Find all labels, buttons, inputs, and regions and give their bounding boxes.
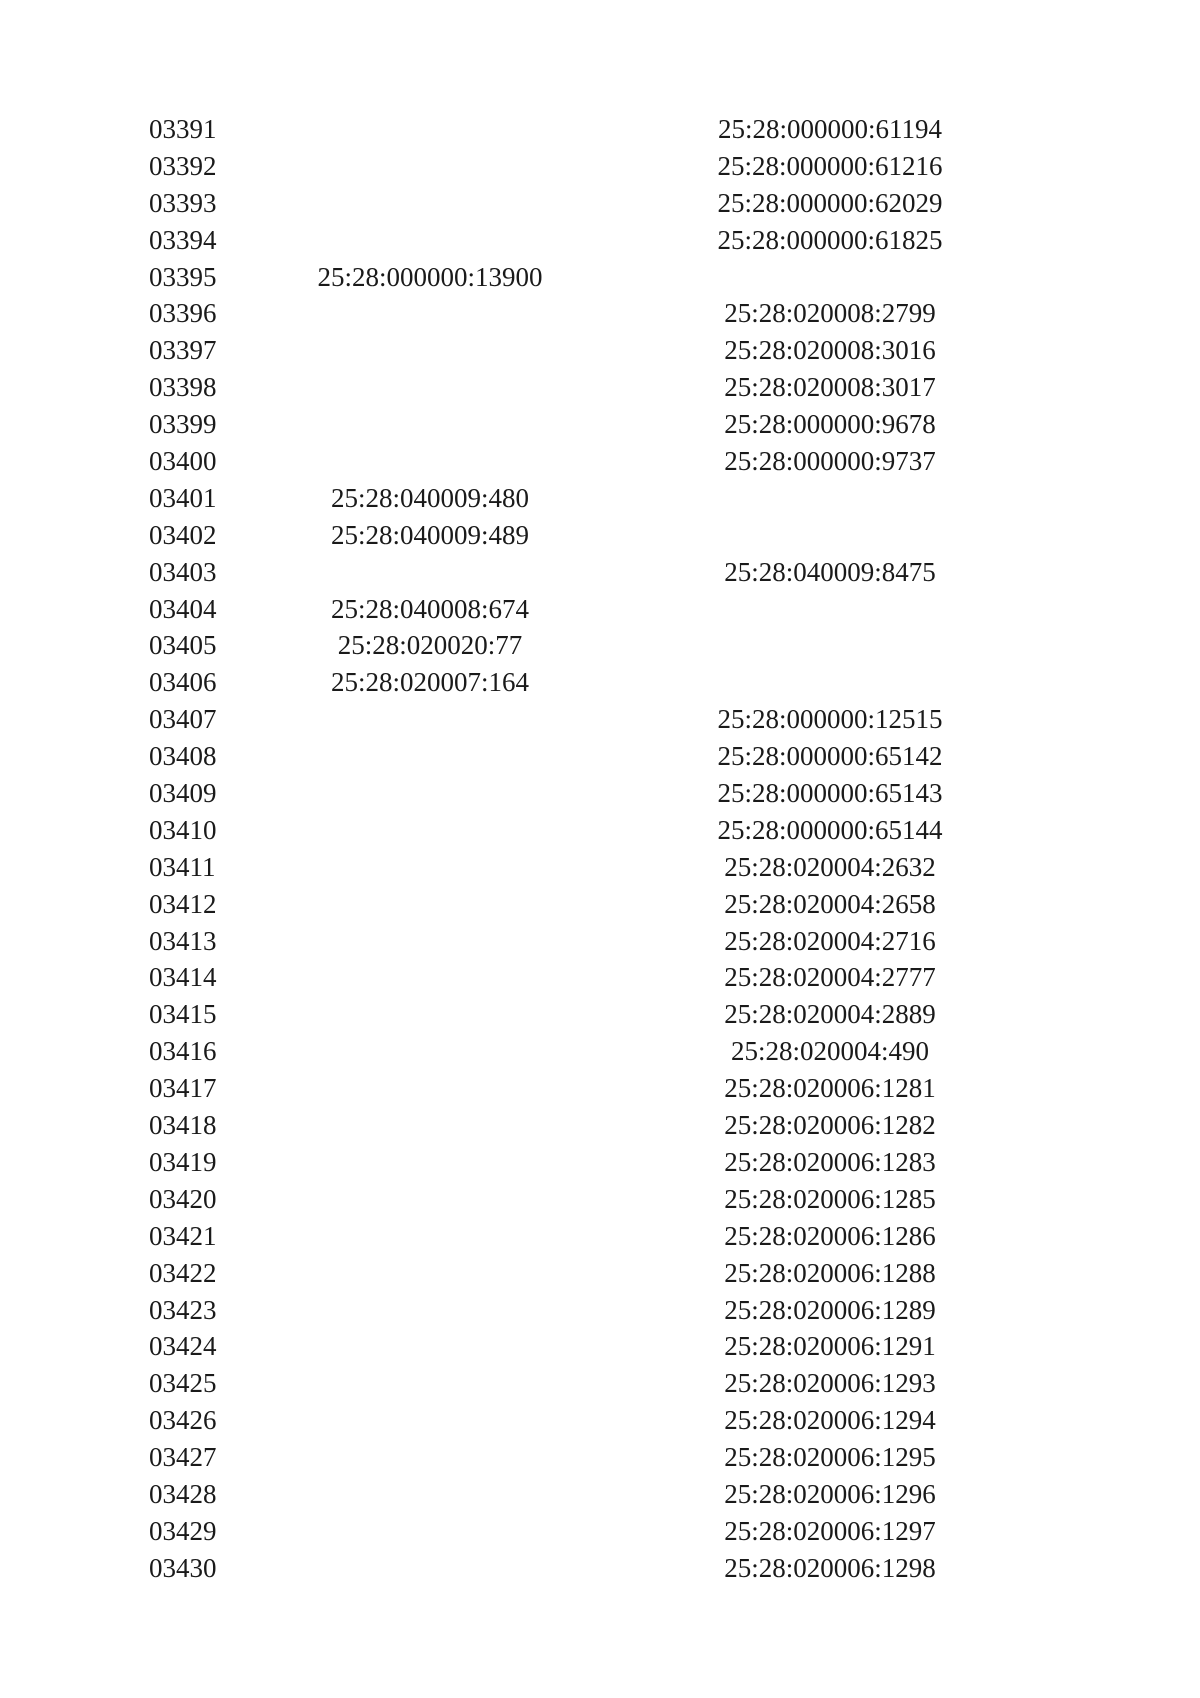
cadastral-number-right: 25:28:020008:2799: [724, 298, 936, 329]
row-number: 03421: [149, 1220, 217, 1251]
cadastral-number-left: 25:28:020020:77: [337, 630, 523, 661]
cadastral-number-right: 25:28:020006:1294: [724, 1405, 936, 1436]
table-row: [0, 959, 1200, 996]
cadastral-number-right: 25:28:020006:1281: [724, 1073, 936, 1104]
table-row: [0, 554, 1200, 591]
row-number: 03414: [149, 962, 217, 993]
row-number: 03395: [149, 261, 217, 292]
row-number: 03411: [149, 851, 216, 882]
table-row: [0, 1365, 1200, 1402]
table-row: [0, 1439, 1200, 1476]
row-number: 03393: [149, 187, 217, 218]
row-number: 03417: [149, 1073, 217, 1104]
cadastral-number-left: 25:28:000000:13900: [317, 261, 543, 292]
table-row: [0, 849, 1200, 886]
cadastral-number-right: 25:28:020006:1291: [724, 1331, 936, 1362]
row-number: 03410: [149, 814, 217, 845]
table-row: [0, 627, 1200, 664]
table-row: [0, 996, 1200, 1033]
row-number: 03428: [149, 1478, 217, 1509]
cadastral-number-right: 25:28:020006:1282: [724, 1110, 936, 1141]
table-row: [0, 1292, 1200, 1329]
cadastral-number-right: 25:28:020004:2889: [724, 999, 936, 1030]
cadastral-number-right: 25:28:020004:2777: [724, 962, 936, 993]
table-row: [0, 1033, 1200, 1070]
table-row: [0, 591, 1200, 628]
table-row: [0, 1476, 1200, 1513]
row-number: 03407: [149, 704, 217, 735]
table-row: [0, 406, 1200, 443]
cadastral-number-right: 25:28:000000:12515: [717, 704, 943, 735]
table-row: [0, 1218, 1200, 1255]
cadastral-number-right: 25:28:000000:65143: [717, 778, 943, 809]
table-row: [0, 1402, 1200, 1439]
row-number: 03412: [149, 888, 217, 919]
cadastral-number-list: [0, 111, 1200, 1587]
table-row: [0, 1144, 1200, 1181]
table-row: [0, 1181, 1200, 1218]
cadastral-number-left: 25:28:040008:674: [330, 593, 529, 624]
cadastral-number-right: 25:28:000000:65144: [717, 814, 943, 845]
row-number: 03402: [149, 519, 217, 550]
table-row: [0, 923, 1200, 960]
table-row: [0, 222, 1200, 259]
cadastral-number-right: 25:28:020006:1286: [724, 1220, 936, 1251]
table-row: [0, 812, 1200, 849]
table-row: [0, 701, 1200, 738]
row-number: 03391: [149, 114, 217, 144]
cadastral-number-right: 25:28:020008:3017: [724, 372, 936, 403]
table-row: [0, 259, 1200, 296]
row-number: 03415: [149, 999, 217, 1030]
cadastral-number-right: 25:28:020004:490: [730, 1036, 929, 1067]
row-number: 03425: [149, 1368, 217, 1399]
cadastral-number-right: 25:28:020006:1297: [724, 1515, 936, 1546]
cadastral-number-right: 25:28:020006:1285: [724, 1183, 936, 1214]
row-number: 03399: [149, 409, 217, 440]
row-number: 03430: [149, 1552, 217, 1583]
table-row: [0, 295, 1200, 332]
cadastral-number-right: 25:28:020006:1293: [724, 1368, 936, 1399]
row-number: 03396: [149, 298, 217, 329]
row-number: 03404: [149, 593, 217, 624]
table-row: [0, 1513, 1200, 1550]
table-row: [0, 1070, 1200, 1107]
row-number: 03400: [149, 446, 217, 477]
row-number: 03426: [149, 1405, 217, 1436]
row-number: 03418: [149, 1110, 217, 1141]
row-number: 03394: [149, 224, 217, 255]
row-number: 03422: [149, 1257, 217, 1288]
table-row: [0, 148, 1200, 185]
cadastral-number-right: 25:28:000000:61216: [717, 150, 943, 181]
cadastral-number-left: 25:28:040009:480: [330, 482, 529, 513]
table-row: [0, 480, 1200, 517]
cadastral-number-right: 25:28:020004:2716: [724, 925, 936, 956]
cadastral-number-right: 25:28:000000:61194: [717, 114, 942, 144]
cadastral-number-right: 25:28:020006:1296: [724, 1478, 936, 1509]
cadastral-number-right: 25:28:020006:1298: [724, 1552, 936, 1583]
cadastral-number-right: 25:28:020006:1289: [724, 1294, 936, 1325]
table-row: [0, 1255, 1200, 1292]
table-row: [0, 517, 1200, 554]
row-number: 03397: [149, 335, 217, 366]
row-number: 03403: [149, 556, 217, 587]
cadastral-number-right: 25:28:020006:1283: [724, 1146, 936, 1177]
cadastral-number-right: 25:28:000000:9678: [724, 409, 936, 440]
table-row: [0, 886, 1200, 923]
row-number: 03392: [149, 150, 217, 181]
row-number: 03406: [149, 667, 217, 698]
table-row: [0, 332, 1200, 369]
table-row: [0, 369, 1200, 406]
row-number: 03408: [149, 741, 217, 772]
cadastral-number-right: 25:28:020006:1288: [724, 1257, 936, 1288]
cadastral-number-right: 25:28:020004:2658: [724, 888, 936, 919]
table-row: [0, 1107, 1200, 1144]
cadastral-number-right: 25:28:000000:62029: [717, 187, 943, 218]
row-number: 03416: [149, 1036, 217, 1067]
row-number: 03427: [149, 1442, 217, 1473]
row-number: 03413: [149, 925, 217, 956]
table-row: [0, 1328, 1200, 1365]
table-row: [0, 1550, 1200, 1587]
cadastral-number-right: 25:28:000000:65142: [717, 741, 943, 772]
row-number: 03429: [149, 1515, 217, 1546]
table-row: [0, 738, 1200, 775]
cadastral-number-left: 25:28:020007:164: [330, 667, 529, 698]
table-row: [0, 775, 1200, 812]
cadastral-number-right: 25:28:000000:61825: [717, 224, 943, 255]
row-number: 03405: [149, 630, 217, 661]
table-row: [0, 664, 1200, 701]
row-number: 03420: [149, 1183, 217, 1214]
table-row: [0, 111, 1200, 148]
cadastral-number-right: 25:28:040009:8475: [724, 556, 936, 587]
row-number: 03424: [149, 1331, 217, 1362]
cadastral-number-right: 25:28:000000:9737: [724, 446, 936, 477]
cadastral-number-right: 25:28:020008:3016: [724, 335, 936, 366]
row-number: 03409: [149, 778, 217, 809]
table-row: [0, 443, 1200, 480]
cadastral-number-right: 25:28:020006:1295: [724, 1442, 936, 1473]
row-number: 03423: [149, 1294, 217, 1325]
row-number: 03401: [149, 482, 217, 513]
row-number: 03419: [149, 1146, 217, 1177]
cadastral-number-right: 25:28:020004:2632: [724, 851, 936, 882]
table-row: [0, 185, 1200, 222]
row-number: 03398: [149, 372, 217, 403]
cadastral-number-left: 25:28:040009:489: [330, 519, 529, 550]
